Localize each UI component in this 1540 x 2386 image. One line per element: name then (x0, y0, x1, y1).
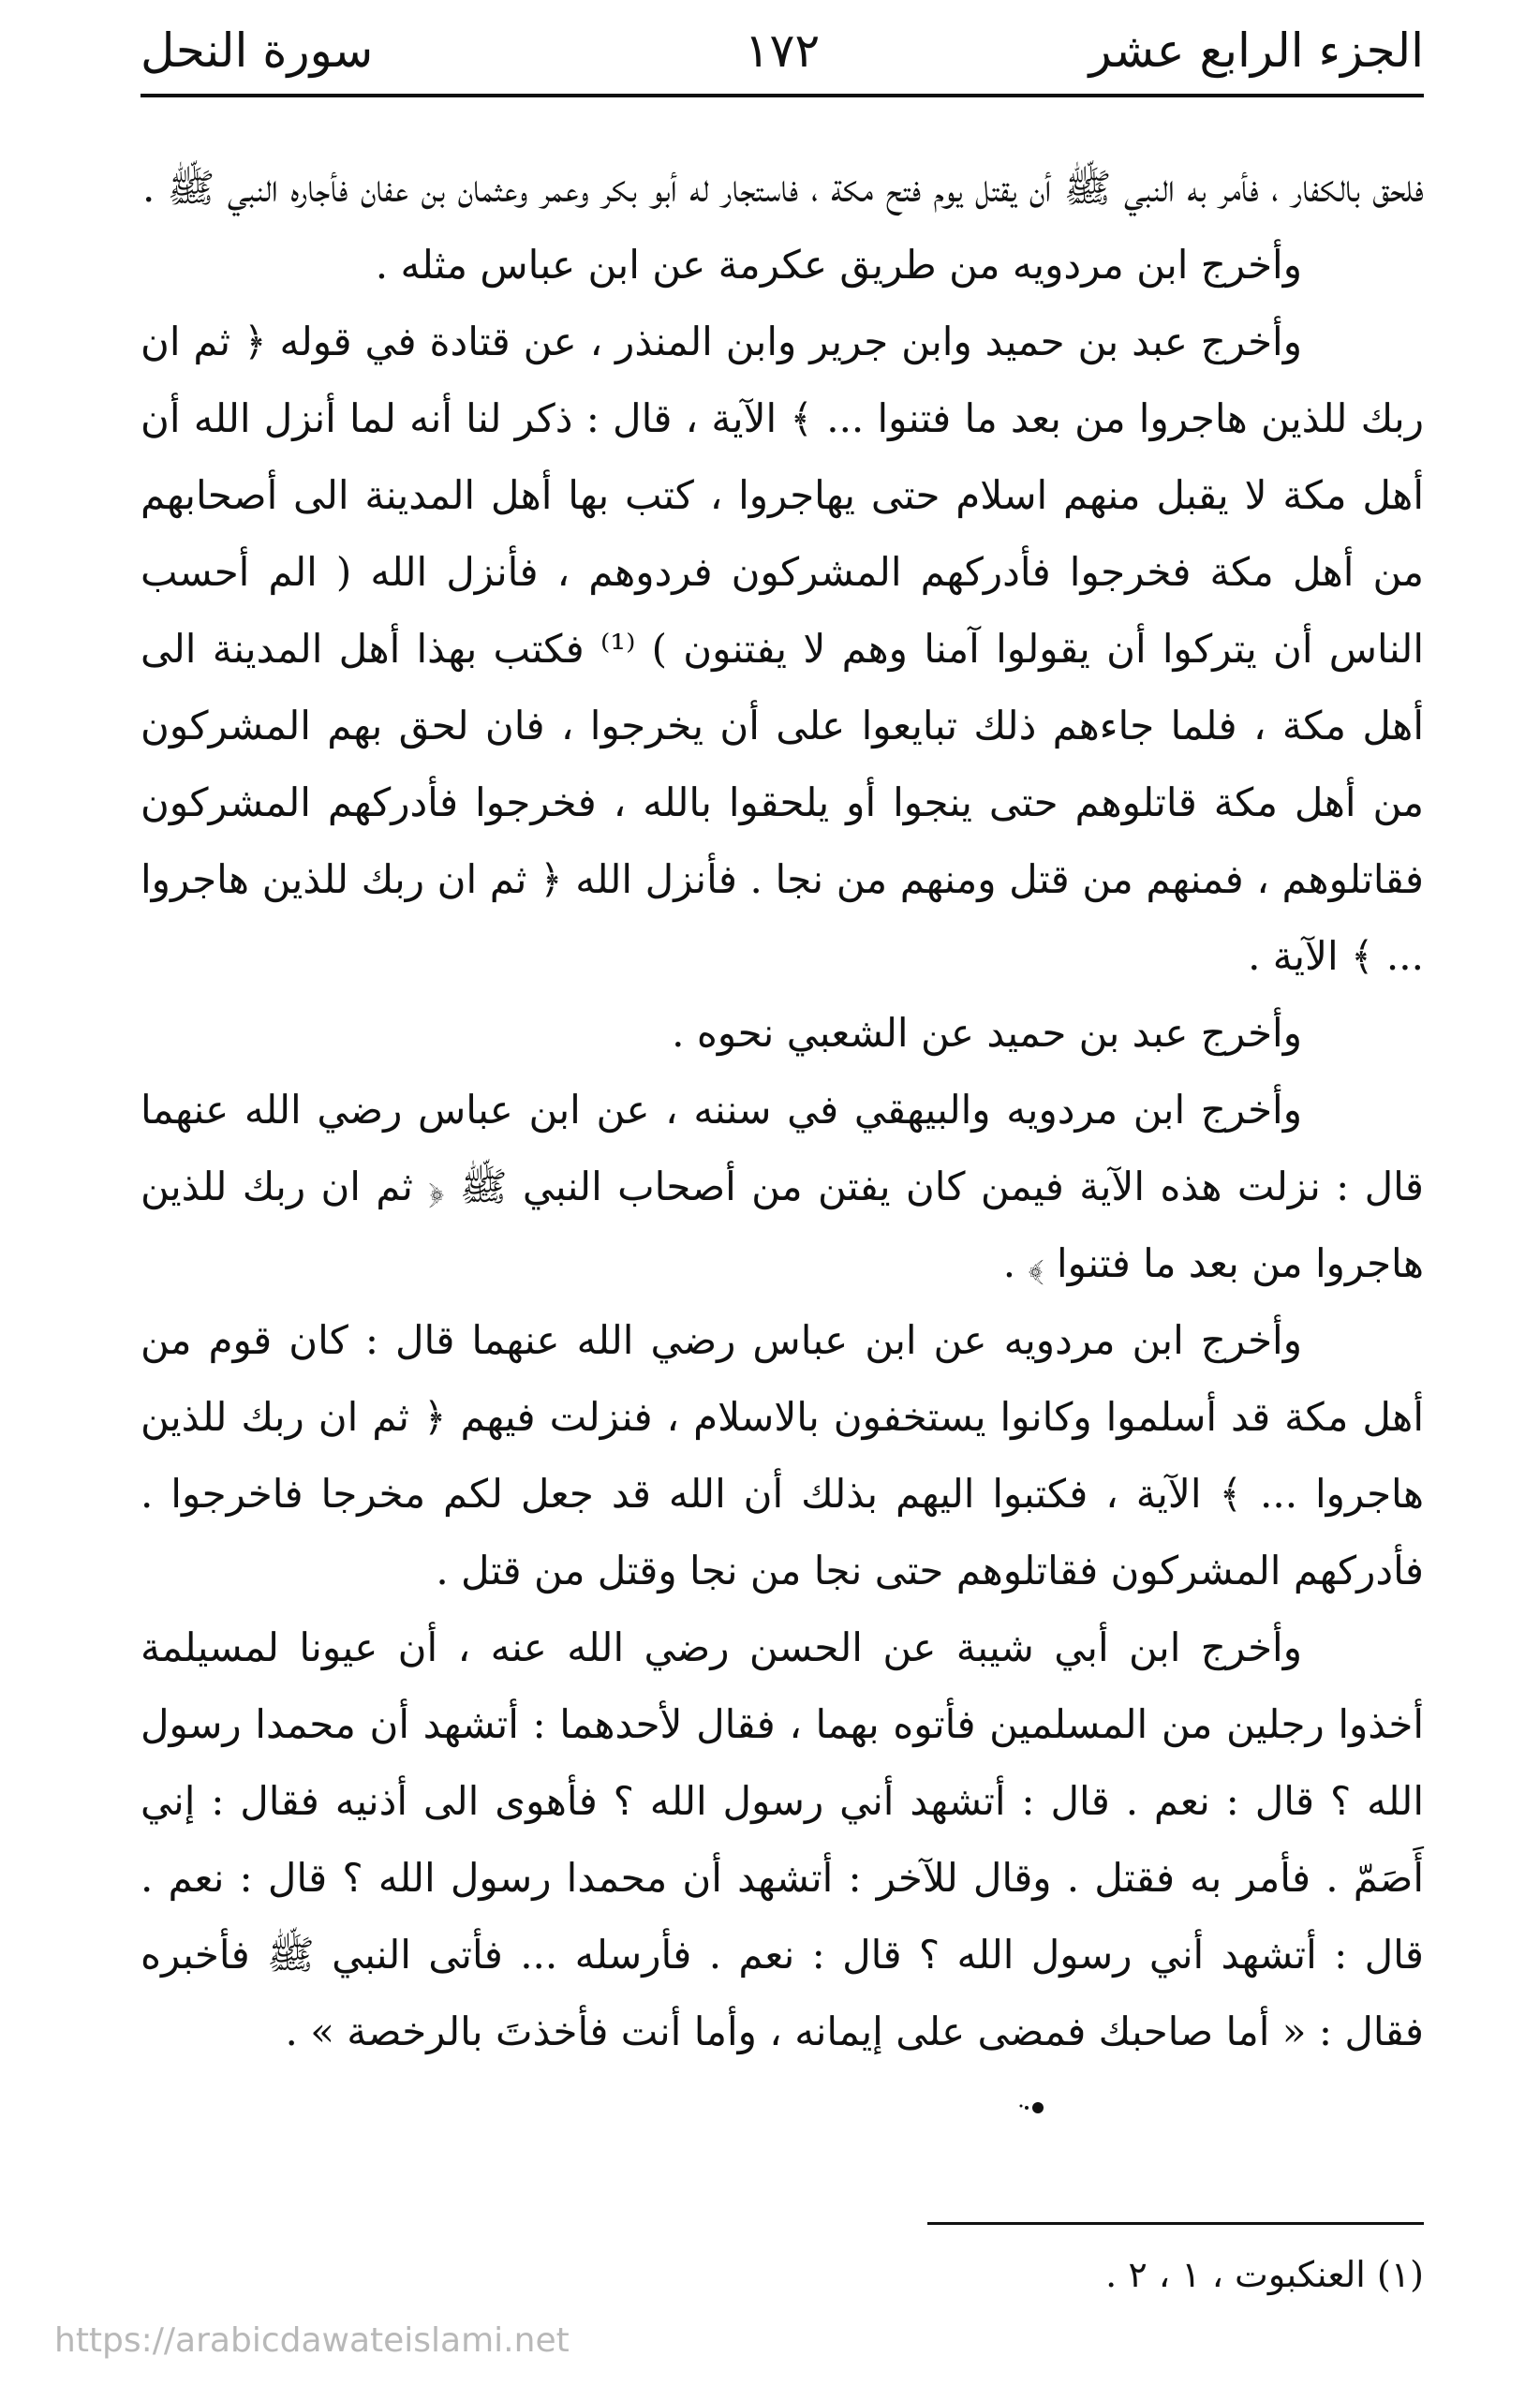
ornament-icon (1017, 2098, 1055, 2117)
paragraph: وأخرج عبد بن حميد وابن جرير وابن المنذر ، عن قتادة في قوله ﴿ ثم ان ربك للذين هاجروا من بعد ما فتنوا ... ﴾ الآية ، قال : ذكر لنا أنه لما أنزل الله أن أهل مكة لا يقبل منهم اسلام حتى يهاجروا ، كتب بها أهل المدينة الى أصحابهم من أهل مكة فخرجوا فأدركهم المشركون فردوهم ، فأنزل الله ( الم أحسب الناس أن يتركوا أن يقولوا آمنا وهم لا يفتنون ) ⁽¹⁾ فكتب بهذا أهل المدينة الى أهل مكة ، فلما جاءهم ذلك تبايعوا على أن يخرجوا ، فان لحق بهم المشركون من أهل مكة قاتلوهم حتى ينجوا أو يلحقوا بالله ، فخرجوا فأدركهم المشركون فقاتلوهم ، فمنهم من قتل ومنهم من نجا . فأنزل الله ﴿ ثم ان ربك للذين هاجروا ... ﴾ الآية . (141, 319, 1424, 979)
header-rule (141, 94, 1424, 97)
footnote-rule (927, 2222, 1424, 2225)
part-title: الجزء الرابع عشر (1088, 23, 1424, 78)
paragraph: وأخرج ابن أبي شيبة عن الحسن رضي الله عنه ، أن عيونا لمسيلمة أخذوا رجلين من المسلمين فأتوه بهما ، فقال لأحدهما : أتشهد أن محمدا رسول الله ؟ قال : نعم . قال : أتشهد أني رسول الله ؟ فأهوى الى أذنيه فقال : إني أَصَمّ . فأمر به فقتل . وقال للآخر : أتشهد أن محمدا رسول الله ؟ قال : نعم . قال : أتشهد أني رسول الله ؟ قال : نعم . فأرسله ... فأتى النبي ﷺ فأخبره فقال : « أما صاحبك فمضى على إيمانه ، وأما أنت فأخذتَ بالرخصة » . (141, 1624, 1424, 2054)
paragraph: وأخرج عبد بن حميد عن الشعبي نحوه . (672, 1010, 1302, 1056)
paragraph: وأخرج ابن مردويه من طريق عكرمة عن ابن عباس مثله . (375, 242, 1302, 288)
page-number: ١٧٢ (744, 23, 821, 78)
footnote: (١) العنكبوت ، ١ ، ٢ . (1105, 2254, 1424, 2295)
paragraph: وأخرج ابن مردويه عن ابن عباس رضي الله عنهما قال : كان قوم من أهل مكة قد أسلموا وكانوا يستخفون بالاسلام ، فنزلت فيهم ﴿ ثم ان ربك للذين هاجروا ... ﴾ الآية ، فكتبوا اليهم بذلك أن الله قد جعل لكم مخرجا فاخرجوا . فأدركهم المشركون فقاتلوهم حتى نجا من نجا وقتل من قتل . (141, 1317, 1424, 1593)
surah-title: سورة النحل (141, 23, 374, 78)
paragraph: وأخرج ابن مردويه والبيهقي في سننه ، عن ابن عباس رضي الله عنهما قال : نزلت هذه الآية فيمن كان يفتن من أصحاب النبي ﷺ ﴿ ثم ان ربك للذين هاجروا من بعد ما فتنوا ﴾ . (141, 1087, 1424, 1286)
main-text (141, 150, 1424, 2070)
page-header (141, 17, 1424, 101)
watermark-url: https://arabicdawateislami.net (54, 2321, 570, 2360)
paragraph-continued: فلحق بالكفار ، فأمر به النبي ﷺ أن يقتل يوم فتح مكة ، فاستجار له أبو بكر وعمر وعثمان بن عفان فأجاره النبي ﷺ . (141, 165, 1424, 211)
